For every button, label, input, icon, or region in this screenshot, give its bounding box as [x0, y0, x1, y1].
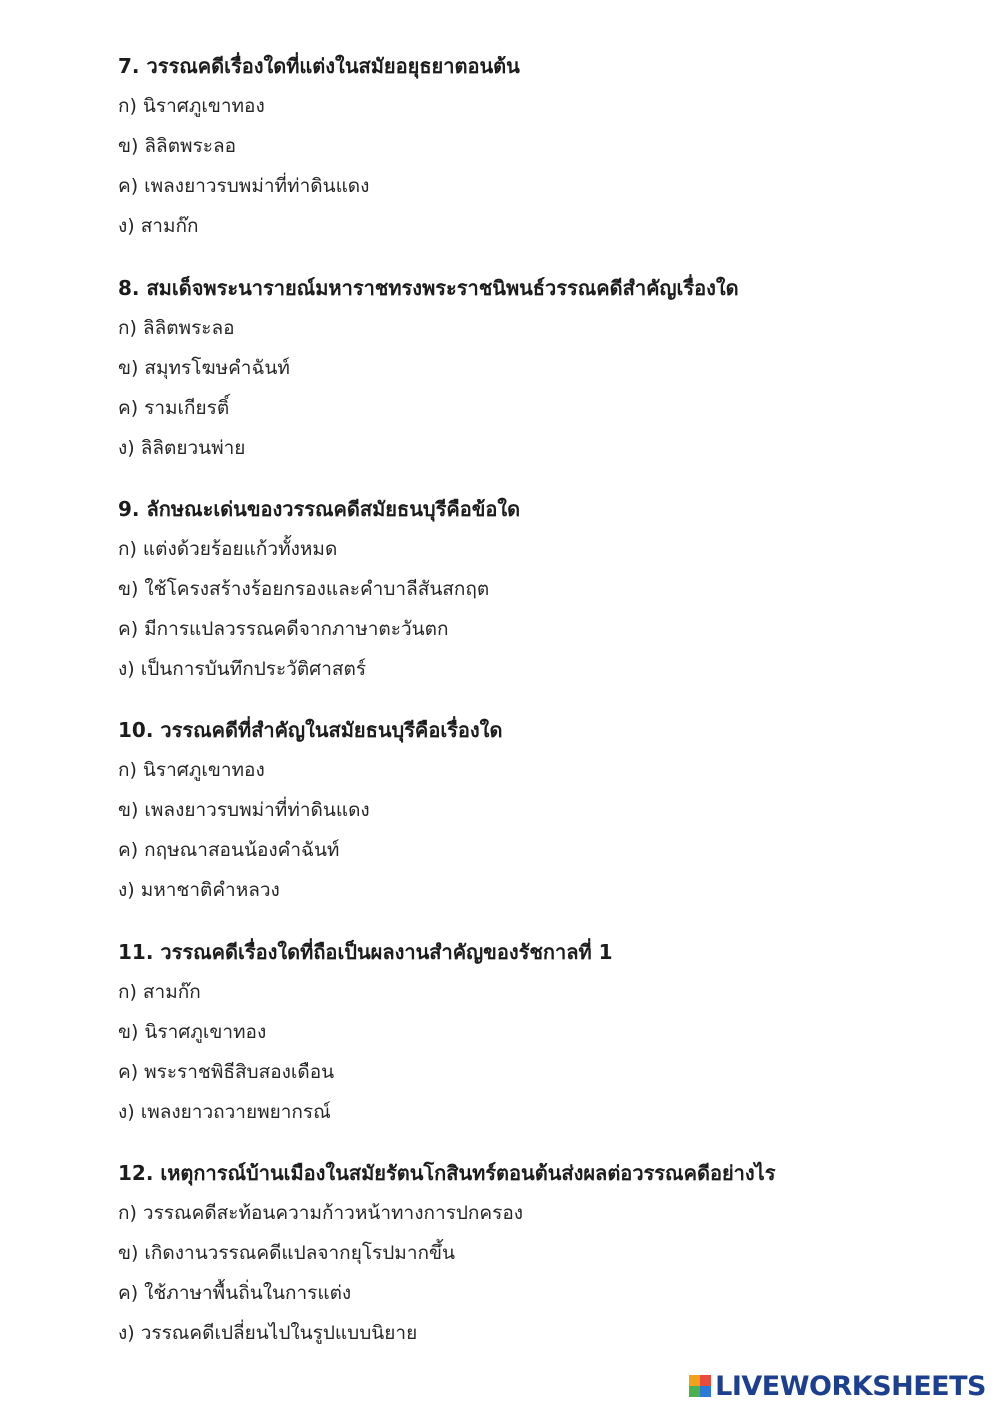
option-text: ลิลิตยวนพ่าย — [140, 437, 246, 459]
option-text: เพลงยาวรบพม่าที่ท่าดินแดง — [144, 175, 370, 197]
answer-option[interactable] — [118, 836, 978, 864]
option-letter: ก) — [118, 317, 137, 339]
answer-option[interactable] — [118, 615, 978, 643]
option-text: ลิลิตพระลอ — [144, 135, 237, 157]
option-text: สมุทรโฆษคำฉันท์ — [144, 357, 290, 379]
option-letter: ข) — [118, 357, 139, 379]
answer-option[interactable] — [118, 354, 978, 382]
question-11 — [118, 938, 978, 1138]
question-title: 7. วรรณคดีเรื่องใดที่แต่งในสมัยอยุธยาตอนต้น — [118, 54, 520, 78]
option-letter: ง) — [118, 658, 135, 680]
answer-option[interactable] — [118, 434, 978, 462]
answer-option[interactable] — [118, 535, 978, 563]
question-title: 12. เหตุการณ์บ้านเมืองในสมัยรัตนโกสินทร์ตอนต้นส่งผลต่อวรรณคดีอย่างไร — [118, 1161, 776, 1185]
option-text: กฤษณาสอนน้องคำฉันท์ — [144, 839, 340, 861]
option-text: วรรณคดีเปลี่ยนไปในรูปแบบนิยาย — [140, 1322, 418, 1344]
answer-option[interactable] — [118, 1279, 978, 1307]
option-letter: ง) — [118, 1101, 135, 1123]
option-text: รามเกียรติ์ — [144, 397, 230, 419]
answer-option[interactable] — [118, 1319, 978, 1347]
option-letter: ข) — [118, 1021, 139, 1043]
answer-options — [118, 756, 978, 904]
question-7 — [118, 52, 978, 252]
option-letter: ข) — [118, 1242, 139, 1264]
answer-option[interactable] — [118, 212, 978, 240]
option-letter: ข) — [118, 578, 139, 600]
answer-option[interactable] — [118, 1098, 978, 1126]
question-title: 11. วรรณคดีเรื่องใดที่ถือเป็นผลงานสำคัญของรัชกาลที่ 1 — [118, 940, 613, 964]
option-text: วรรณคดีสะท้อนความก้าวหน้าทางการปกครอง — [142, 1202, 524, 1224]
answer-option[interactable] — [118, 314, 978, 342]
answer-options — [118, 978, 978, 1126]
option-letter: ข) — [118, 135, 139, 157]
logo-text: LIVEWORKSHEETS — [715, 1370, 986, 1402]
question-8 — [118, 274, 978, 474]
logo-square — [700, 1386, 711, 1397]
answer-options — [118, 314, 978, 462]
liveworksheets-logo-icon — [689, 1375, 711, 1397]
option-text: นิราศภูเขาทอง — [142, 759, 265, 781]
answer-option[interactable] — [118, 1239, 978, 1267]
option-text: ใช้ภาษาพื้นถิ่นในการแต่ง — [144, 1282, 352, 1304]
question-title: 9. ลักษณะเด่นของวรรณคดีสมัยธนบุรีคือข้อใด — [118, 497, 521, 521]
answer-option[interactable] — [118, 132, 978, 160]
option-letter: ก) — [118, 95, 137, 117]
option-text: เพลงยาวรบพม่าที่ท่าดินแดง — [144, 799, 370, 821]
option-letter: ง) — [118, 1322, 135, 1344]
logo-square — [689, 1375, 700, 1386]
answer-option[interactable] — [118, 394, 978, 422]
option-text: เพลงยาวถวายพยากรณ์ — [140, 1101, 331, 1123]
option-letter: ก) — [118, 981, 137, 1003]
option-text: แต่งด้วยร้อยแก้วทั้งหมด — [142, 538, 338, 560]
question-title: 10. วรรณคดีที่สำคัญในสมัยธนบุรีคือเรื่องใด — [118, 718, 503, 742]
option-text: เป็นการบันทึกประวัติศาสตร์ — [140, 658, 367, 680]
option-letter: ค) — [118, 839, 139, 861]
option-text: ลิลิตพระลอ — [142, 317, 235, 339]
option-letter: ค) — [118, 618, 139, 640]
option-letter: ก) — [118, 759, 137, 781]
option-text: เกิดงานวรรณคดีแปลจากยุโรปมากขึ้น — [144, 1242, 455, 1264]
answer-option[interactable] — [118, 92, 978, 120]
option-letter: ก) — [118, 538, 137, 560]
answer-option[interactable] — [118, 655, 978, 683]
option-text: นิราศภูเขาทอง — [144, 1021, 267, 1043]
answer-option[interactable] — [118, 756, 978, 784]
option-letter: ค) — [118, 1282, 139, 1304]
question-12 — [118, 1159, 978, 1359]
answer-option[interactable] — [118, 876, 978, 904]
option-letter: ค) — [118, 397, 139, 419]
option-text: สามก๊ก — [142, 981, 201, 1003]
answer-option[interactable] — [118, 978, 978, 1006]
answer-option[interactable] — [118, 1058, 978, 1086]
question-10 — [118, 716, 978, 916]
answer-option[interactable] — [118, 575, 978, 603]
option-text: ใช้โครงสร้างร้อยกรองและคำบาลีสันสกฤต — [144, 578, 490, 600]
option-letter: ง) — [118, 215, 135, 237]
answer-option[interactable] — [118, 172, 978, 200]
option-letter: ข) — [118, 799, 139, 821]
option-text: มหาชาติคำหลวง — [140, 879, 280, 901]
answer-option[interactable] — [118, 796, 978, 824]
liveworksheets-logo — [689, 1370, 986, 1402]
option-letter: ง) — [118, 437, 135, 459]
answer-option[interactable] — [118, 1018, 978, 1046]
answer-options — [118, 92, 978, 240]
question-title: 8. สมเด็จพระนารายณ์มหาราชทรงพระราชนิพนธ์วรรณคดีสำคัญเรื่องใด — [118, 276, 739, 300]
answer-option[interactable] — [118, 1199, 978, 1227]
question-9 — [118, 495, 978, 695]
option-letter: ก) — [118, 1202, 137, 1224]
option-letter: ค) — [118, 1061, 139, 1083]
option-text: พระราชพิธีสิบสองเดือน — [144, 1061, 335, 1083]
option-text: มีการแปลวรรณคดีจากภาษาตะวันตก — [144, 618, 449, 640]
option-letter: ง) — [118, 879, 135, 901]
option-text: นิราศภูเขาทอง — [142, 95, 265, 117]
option-text: สามก๊ก — [140, 215, 199, 237]
logo-square — [689, 1386, 700, 1397]
logo-square — [700, 1375, 711, 1386]
answer-options — [118, 535, 978, 683]
answer-options — [118, 1199, 978, 1347]
option-letter: ค) — [118, 175, 139, 197]
